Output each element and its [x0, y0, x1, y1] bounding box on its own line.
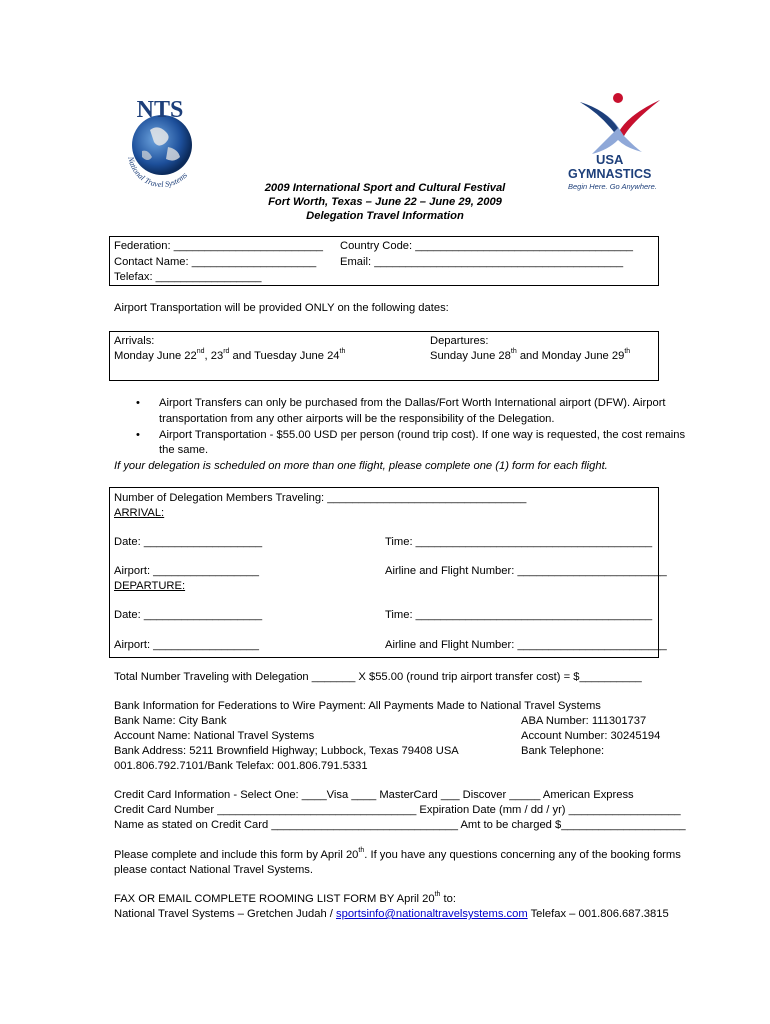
bullet-icon: •	[136, 429, 140, 441]
arrival-airport-field[interactable]: Airport: _________________	[114, 565, 259, 577]
total-line[interactable]: Total Number Traveling with Delegation _______ X $55.00 (round trip airport transfer cost) = $__________	[114, 671, 642, 683]
arrival-time-field[interactable]: Time: ______________________________________	[385, 536, 653, 548]
bullet-icon: •	[136, 397, 140, 409]
account-name: Account Name: National Travel Systems	[114, 730, 315, 742]
bank-telephone: Bank Telephone:	[521, 745, 605, 757]
departure-airport-field[interactable]: Airport: _________________	[114, 639, 259, 651]
usa-gymnastics-logo	[560, 92, 670, 192]
closing-paragraph-line-2: please contact National Travel Systems.	[114, 864, 313, 876]
aba-number: ABA Number: 111301737	[521, 715, 647, 727]
svg-text:USA: USA	[596, 152, 624, 167]
departures-label: Departures:	[430, 335, 489, 347]
globe-icon	[110, 95, 210, 195]
contact-name-field[interactable]: Contact Name: ____________________	[114, 256, 317, 268]
svg-text:NTS: NTS	[136, 97, 184, 123]
departure-dates: Sunday June 28th and Monday June 29th	[430, 348, 631, 362]
bank-address: Bank Address: 5211 Brownfield Highway; Lubbock, Texas 79408 USA	[114, 745, 459, 757]
gymnast-icon	[560, 92, 670, 192]
country-code-field[interactable]: Country Code: ___________________________________	[340, 240, 634, 252]
departure-time-field[interactable]: Time: ______________________________________	[385, 609, 653, 621]
svg-text:Begin Here. Go Anywhere.: Begin Here. Go Anywhere.	[568, 182, 657, 191]
email-link[interactable]: sportsinfo@nationaltravelsystems.com	[336, 908, 528, 920]
members-field[interactable]: Number of Delegation Members Traveling: ________________________________	[114, 492, 527, 504]
credit-card-name[interactable]: Name as stated on Credit Card ______________________________ Amt to be charged $____________________	[114, 819, 686, 831]
credit-card-number[interactable]: Credit Card Number ________________________________ Expiration Date (mm / dd / yr) __________________	[114, 804, 681, 816]
svg-text:National Travel Systems: National Travel Systems	[126, 155, 190, 190]
multi-flight-note: If your delegation is scheduled on more than one flight, please complete one (1) form for each flight.	[114, 460, 608, 472]
nts-logo	[110, 95, 210, 195]
fax-instruction: FAX OR EMAIL COMPLETE ROOMING LIST FORM BY April 20th to:	[114, 891, 456, 905]
bullet-1-line-2: transportation from any other airports will be the responsibility of the Delegation.	[159, 413, 555, 425]
bank-phones: 001.806.792.7101/Bank Telefax: 001.806.791.5331	[114, 760, 368, 772]
title-line-1: 2009 International Sport and Cultural Festival	[264, 182, 506, 194]
transport-note: Airport Transportation will be provided ONLY on the following dates:	[114, 302, 449, 314]
departure-heading: DEPARTURE:	[114, 580, 186, 592]
bullet-1-line-1: Airport Transfers can only be purchased from the Dallas/Fort Worth International airport (DFW). Airport	[159, 397, 666, 409]
arrival-heading: ARRIVAL:	[114, 507, 165, 519]
arrival-date-field[interactable]: Date: ___________________	[114, 536, 263, 548]
arrivals-label: Arrivals:	[114, 335, 155, 347]
arrival-airline-field[interactable]: Airline and Flight Number: ________________________	[385, 565, 667, 577]
title-line-3: Delegation Travel Information	[306, 210, 464, 222]
bullet-2-line-2: the same.	[159, 444, 209, 456]
departure-date-field[interactable]: Date: ___________________	[114, 609, 263, 621]
arrival-dates: Monday June 22nd, 23rd and Tuesday June 24th	[114, 348, 346, 362]
svg-text:GYMNASTICS: GYMNASTICS	[568, 167, 652, 181]
account-number: Account Number: 30245194	[521, 730, 661, 742]
email-field[interactable]: Email: ________________________________________	[340, 256, 624, 268]
contact-line: National Travel Systems – Gretchen Judah / sportsinfo@nationaltravelsystems.com Telefax – 001.806.687.3815	[114, 908, 669, 920]
bullet-2-line-1: Airport Transportation - $55.00 USD per person (round trip cost). If one way is requested, the cost remains	[159, 429, 686, 441]
federation-field[interactable]: Federation: ________________________	[114, 240, 324, 252]
title-line-2: Fort Worth, Texas – June 22 – June 29, 2009	[268, 196, 502, 208]
closing-paragraph-line-1: Please complete and include this form by April 20th. If you have any questions concerning any of the booking forms	[114, 847, 681, 861]
departure-airline-field[interactable]: Airline and Flight Number: ________________________	[385, 639, 667, 651]
document-title	[0, 181, 770, 223]
bank-intro: Bank Information for Federations to Wire Payment: All Payments Made to National Travel Systems	[114, 700, 601, 712]
bank-name: Bank Name: City Bank	[114, 715, 227, 727]
credit-card-type[interactable]: Credit Card Information - Select One: ____Visa ____ MasterCard ___ Discover _____ American Express	[114, 789, 634, 801]
telefax-field[interactable]: Telefax: _________________	[114, 271, 262, 283]
